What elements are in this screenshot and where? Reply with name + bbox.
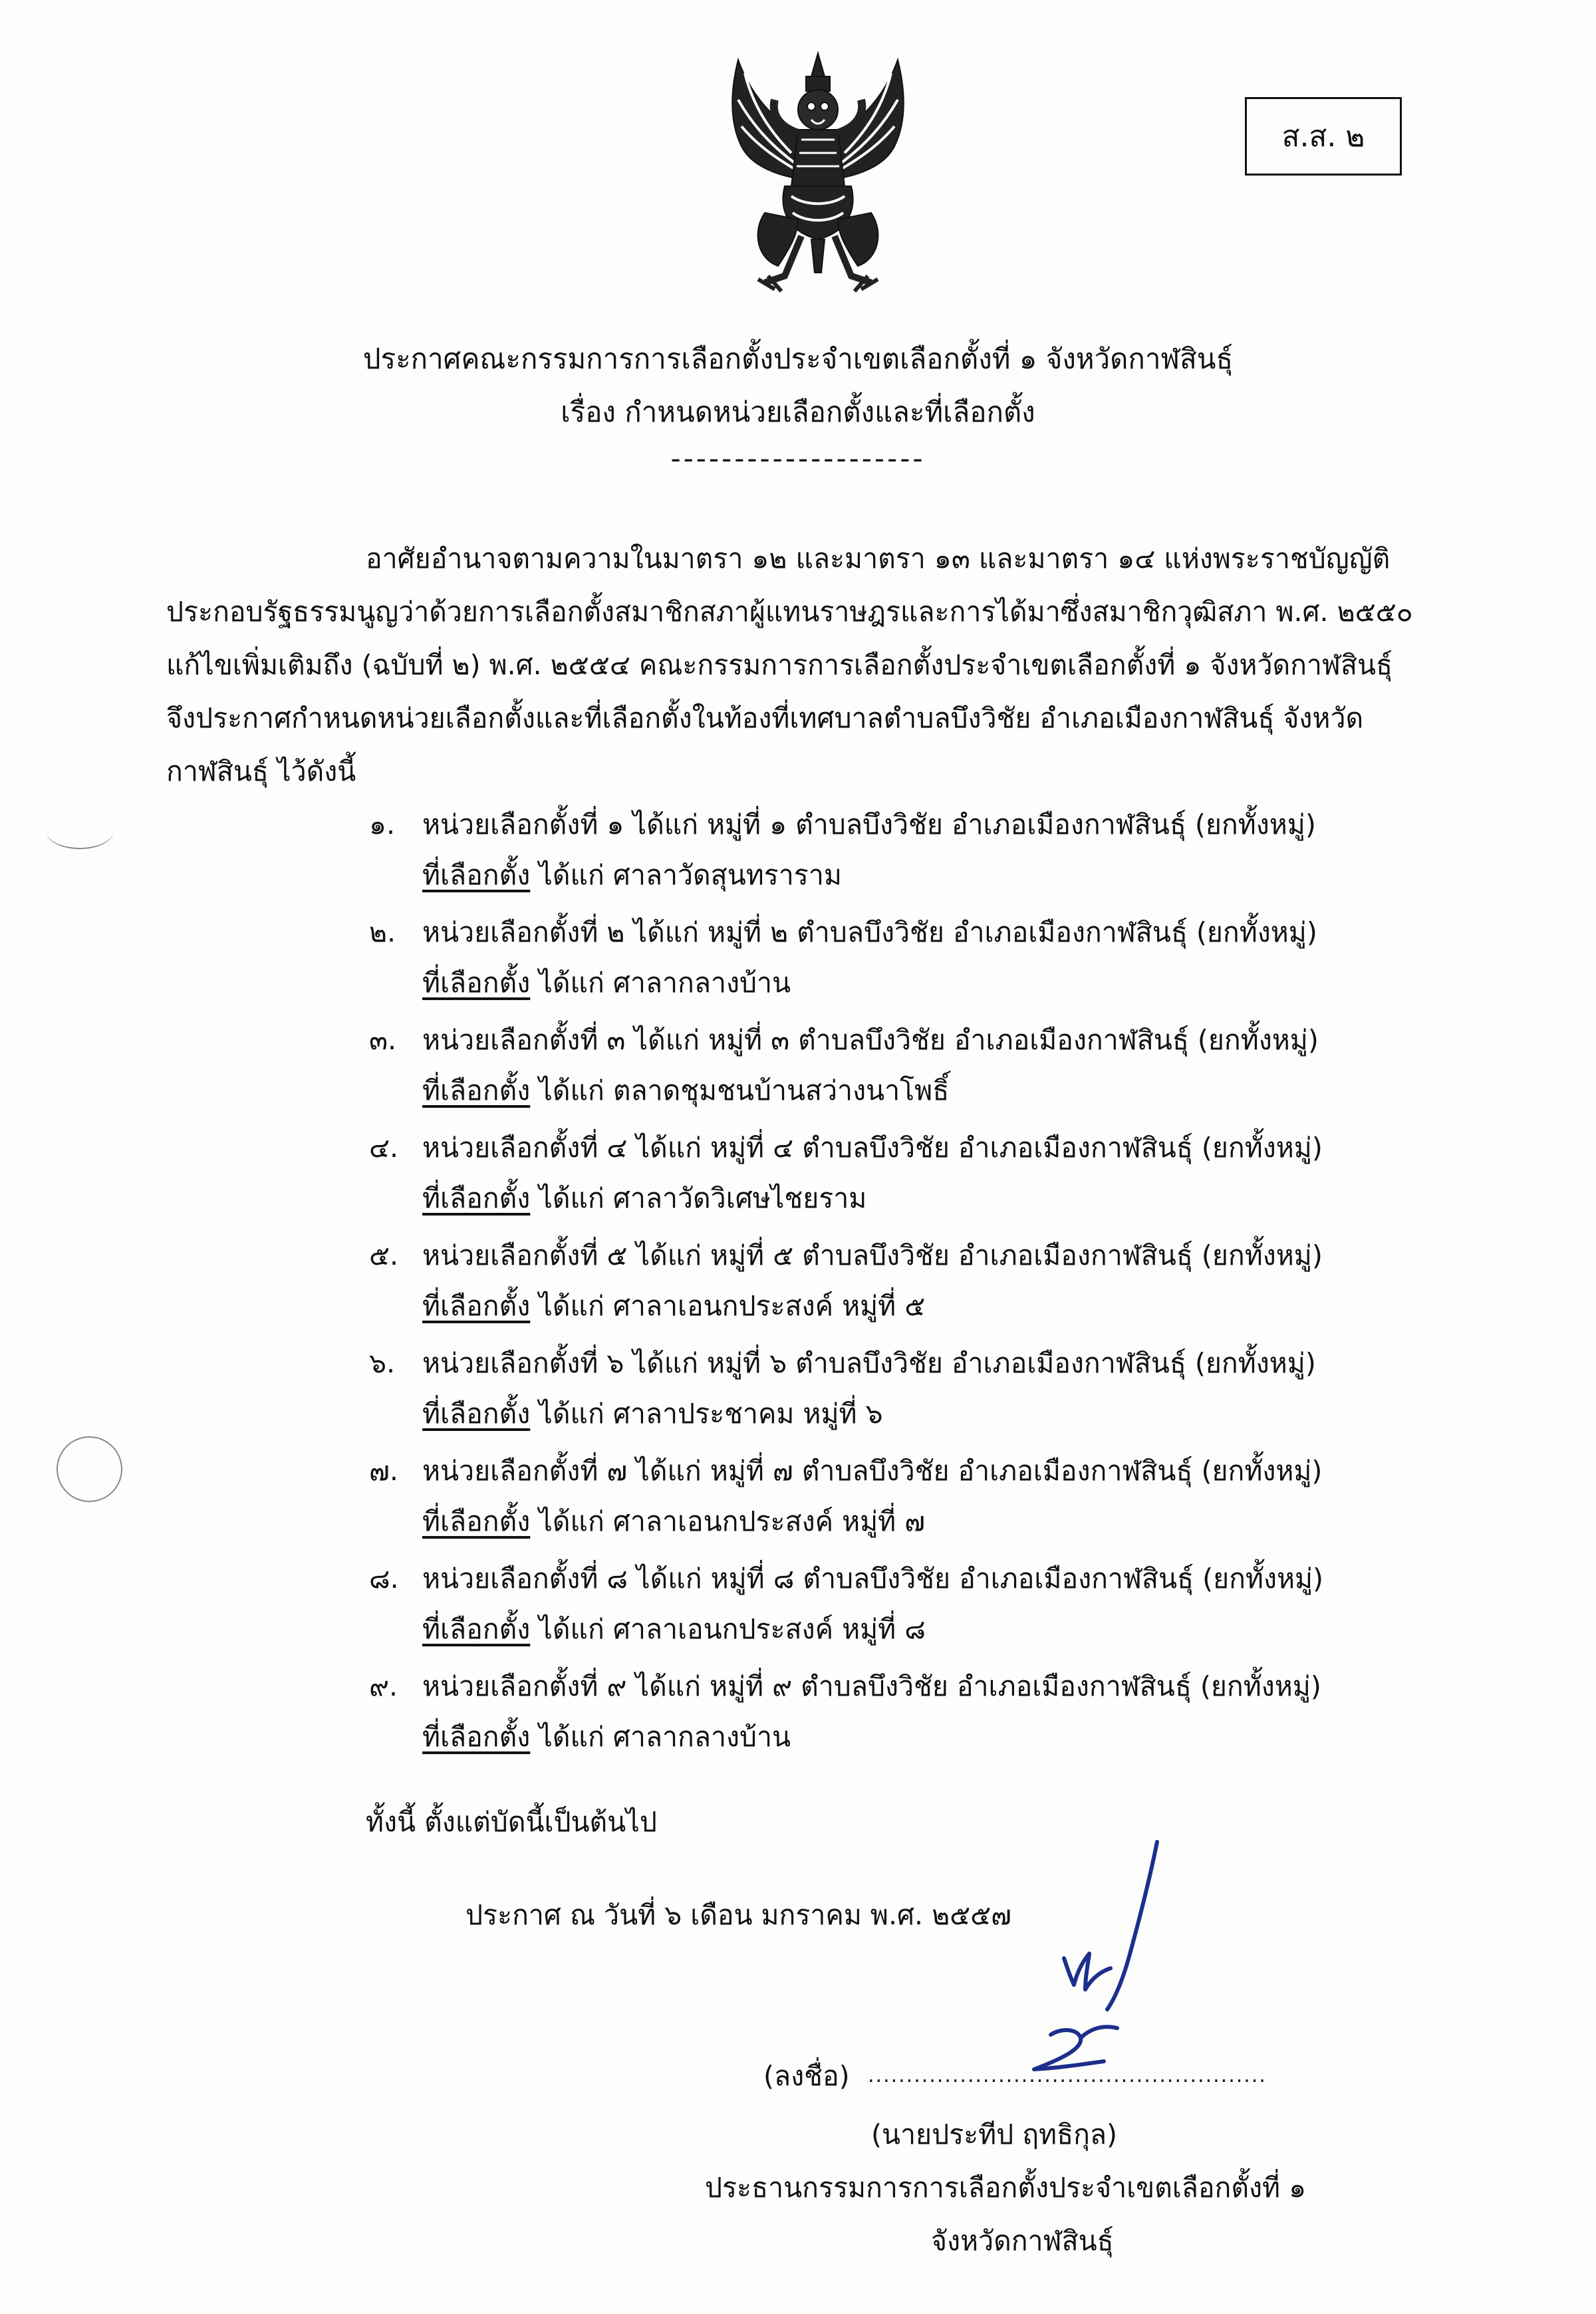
location-place: ได้แก่ ตลาดชุมชนบ้านสว่างนาโพธิ์ <box>530 1075 950 1106</box>
form-code-text: ส.ส. ๒ <box>1281 120 1365 154</box>
unit-description: หน่วยเลือกตั้งที่ ๑ ได้แก่ หมู่ที่ ๑ ตำบลบึงวิชัย อำเภอเมืองกาฬสินธุ์ (ยกทั้งหมู่) <box>422 809 1316 840</box>
punch-hole-mark <box>57 1436 122 1502</box>
unit-description: หน่วยเลือกตั้งที่ ๖ ได้แก่ หมู่ที่ ๖ ตำบลบึงวิชัย อำเภอเมืองกาฬสินธุ์ (ยกทั้งหมู่) <box>422 1347 1316 1379</box>
location-label: ที่เลือกตั้ง <box>422 1182 531 1214</box>
intro-line: ประกอบรัฐธรรมนูญว่าด้วยการเลือกตั้งสมาชิกสภาผู้แทนราษฎรและการได้มาซึ่งสมาชิกวุฒิสภา พ.ศ. ๒๕๕๐ <box>166 596 1413 628</box>
polling-unit-item <box>369 1552 1500 1660</box>
title-subject: เรื่อง กำหนดหน่วยเลือกตั้งและที่เลือกตั้ง <box>561 396 1035 428</box>
unit-description: หน่วยเลือกตั้งที่ ๒ ได้แก่ หมู่ที่ ๒ ตำบลบึงวิชัย อำเภอเมืองกาฬสินธุ์ (ยกทั้งหมู่) <box>422 916 1317 948</box>
polling-unit-item <box>369 798 1500 906</box>
signer-province: จังหวัดกาฬสินธุ์ <box>931 2225 1114 2257</box>
polling-unit-item <box>369 1337 1500 1444</box>
unit-number: ๙. <box>369 1670 398 1702</box>
announcement-title <box>200 332 1396 479</box>
signature-label: (ลงชื่อ) <box>763 2060 850 2092</box>
location-place: ได้แก่ ศาลากลางบ้าน <box>530 967 791 999</box>
unit-number: ๑. <box>369 809 396 840</box>
signer-name: (นายประทีป ฤทธิกุล) <box>871 2119 1118 2150</box>
unit-number: ๘. <box>369 1563 399 1595</box>
location-label: ที่เลือกตั้ง <box>422 1398 531 1430</box>
polling-unit-item <box>369 1444 1500 1552</box>
location-place: ได้แก่ ศาลาวัดวิเศษไชยราม <box>530 1182 867 1214</box>
unit-location <box>422 1495 925 1548</box>
location-place: ได้แก่ ศาลากลางบ้าน <box>530 1721 791 1753</box>
location-place: ได้แก่ ศาลาเอนกประสงค์ หมู่ที่ ๘ <box>530 1613 926 1645</box>
polling-unit-item <box>369 1013 1500 1121</box>
unit-description: หน่วยเลือกตั้งที่ ๔ ได้แก่ หมู่ที่ ๔ ตำบลบึงวิชัย อำเภอเมืองกาฬสินธุ์ (ยกทั้งหมู่) <box>422 1132 1323 1164</box>
location-label: ที่เลือกตั้ง <box>422 1613 531 1645</box>
location-label: ที่เลือกตั้ง <box>422 1505 531 1537</box>
unit-location <box>422 1387 883 1440</box>
handwritten-signature <box>971 1835 1197 2088</box>
signature-dotted-line: .................................................... <box>868 2064 1267 2087</box>
unit-location <box>422 1172 866 1225</box>
location-label: ที่เลือกตั้ง <box>422 1721 531 1753</box>
garuda-emblem <box>692 47 944 299</box>
location-label: ที่เลือกตั้ง <box>422 1075 531 1106</box>
unit-location <box>422 1064 949 1117</box>
location-label: ที่เลือกตั้ง <box>422 967 531 999</box>
unit-description: หน่วยเลือกตั้งที่ ๙ ได้แก่ หมู่ที่ ๙ ตำบลบึงวิชัย อำเภอเมืองกาฬสินธุ์ (ยกทั้งหมู่) <box>422 1670 1321 1702</box>
location-place: ได้แก่ ศาลาประชาคม หมู่ที่ ๖ <box>530 1398 883 1430</box>
unit-location <box>422 848 842 902</box>
intro-line: อาศัยอำนาจตามความในมาตรา ๑๒ และมาตรา ๑๓ และมาตรา ๑๔ แห่งพระราชบัญญัติ <box>366 543 1391 575</box>
announce-date: ประกาศ ณ วันที่ ๖ เดือน มกราคม พ.ศ. ๒๕๕๗ <box>466 1899 1011 1931</box>
title-line-1: ประกาศคณะกรรมการการเลือกตั้งประจำเขตเลือกตั้งที่ ๑ จังหวัดกาฬสินธุ์ <box>362 342 1234 375</box>
polling-units-list <box>369 798 1500 1767</box>
intro-line: แก้ไขเพิ่มเติมถึง (ฉบับที่ ๒) พ.ศ. ๒๕๕๔ คณะกรรมการการเลือกตั้งประจำเขตเลือกตั้งที่ ๑ จังหวัดกาฬสินธุ์ <box>166 649 1393 681</box>
unit-location <box>422 1710 791 1763</box>
unit-number: ๓. <box>369 1024 397 1056</box>
intro-line: กาฬสินธุ์ ไว้ดังนี้ <box>166 755 356 787</box>
unit-location <box>422 1279 925 1333</box>
location-label: ที่เลือกตั้ง <box>422 1290 531 1322</box>
location-place: ได้แก่ ศาลาเอนกประสงค์ หมู่ที่ ๗ <box>530 1505 926 1537</box>
title-separator: -------------------- <box>670 442 926 475</box>
unit-number: ๖. <box>369 1347 396 1379</box>
unit-description: หน่วยเลือกตั้งที่ ๘ ได้แก่ หมู่ที่ ๘ ตำบลบึงวิชัย อำเภอเมืองกาฬสินธุ์ (ยกทั้งหมู่) <box>422 1563 1324 1595</box>
polling-unit-item <box>369 906 1500 1013</box>
unit-number: ๕. <box>369 1239 399 1271</box>
signer-position: ประธานกรรมการการเลือกตั้งประจำเขตเลือกตั้งที่ ๑ <box>705 2172 1307 2204</box>
polling-unit-item <box>369 1121 1500 1229</box>
unit-description: หน่วยเลือกตั้งที่ ๕ ได้แก่ หมู่ที่ ๕ ตำบลบึงวิชัย อำเภอเมืองกาฬสินธุ์ (ยกทั้งหมู่) <box>422 1239 1323 1271</box>
unit-number: ๔. <box>369 1132 399 1164</box>
intro-line: จึงประกาศกำหนดหน่วยเลือกตั้งและที่เลือกตั้งในท้องที่เทศบาลตำบลบึงวิชัย อำเภอเมืองกาฬสินธุ์ จังหวัด <box>166 702 1364 734</box>
unit-description: หน่วยเลือกตั้งที่ ๓ ได้แก่ หมู่ที่ ๓ ตำบลบึงวิชัย อำเภอเมืองกาฬสินธุ์ (ยกทั้งหมู่) <box>422 1024 1319 1056</box>
intro-paragraph <box>166 532 1523 798</box>
unit-number: ๗. <box>369 1455 398 1487</box>
unit-description: หน่วยเลือกตั้งที่ ๗ ได้แก่ หมู่ที่ ๗ ตำบลบึงวิชัย อำเภอเมืองกาฬสินธุ์ (ยกทั้งหมู่) <box>422 1455 1323 1487</box>
location-label: ที่เลือกตั้ง <box>422 859 531 891</box>
unit-location <box>422 956 791 1009</box>
unit-number: ๒. <box>369 916 396 948</box>
location-place: ได้แก่ ศาลาวัดสุนทราราม <box>530 859 842 891</box>
location-place: ได้แก่ ศาลาเอนกประสงค์ หมู่ที่ ๕ <box>530 1290 926 1322</box>
form-code-box <box>1245 97 1402 176</box>
unit-location <box>422 1603 926 1656</box>
punch-hole-mark <box>47 815 113 849</box>
polling-unit-item <box>369 1229 1500 1337</box>
polling-unit-item <box>369 1660 1500 1767</box>
effective-clause: ทั้งนี้ ตั้งแต่บัดนี้เป็นต้นไป <box>366 1806 657 1838</box>
